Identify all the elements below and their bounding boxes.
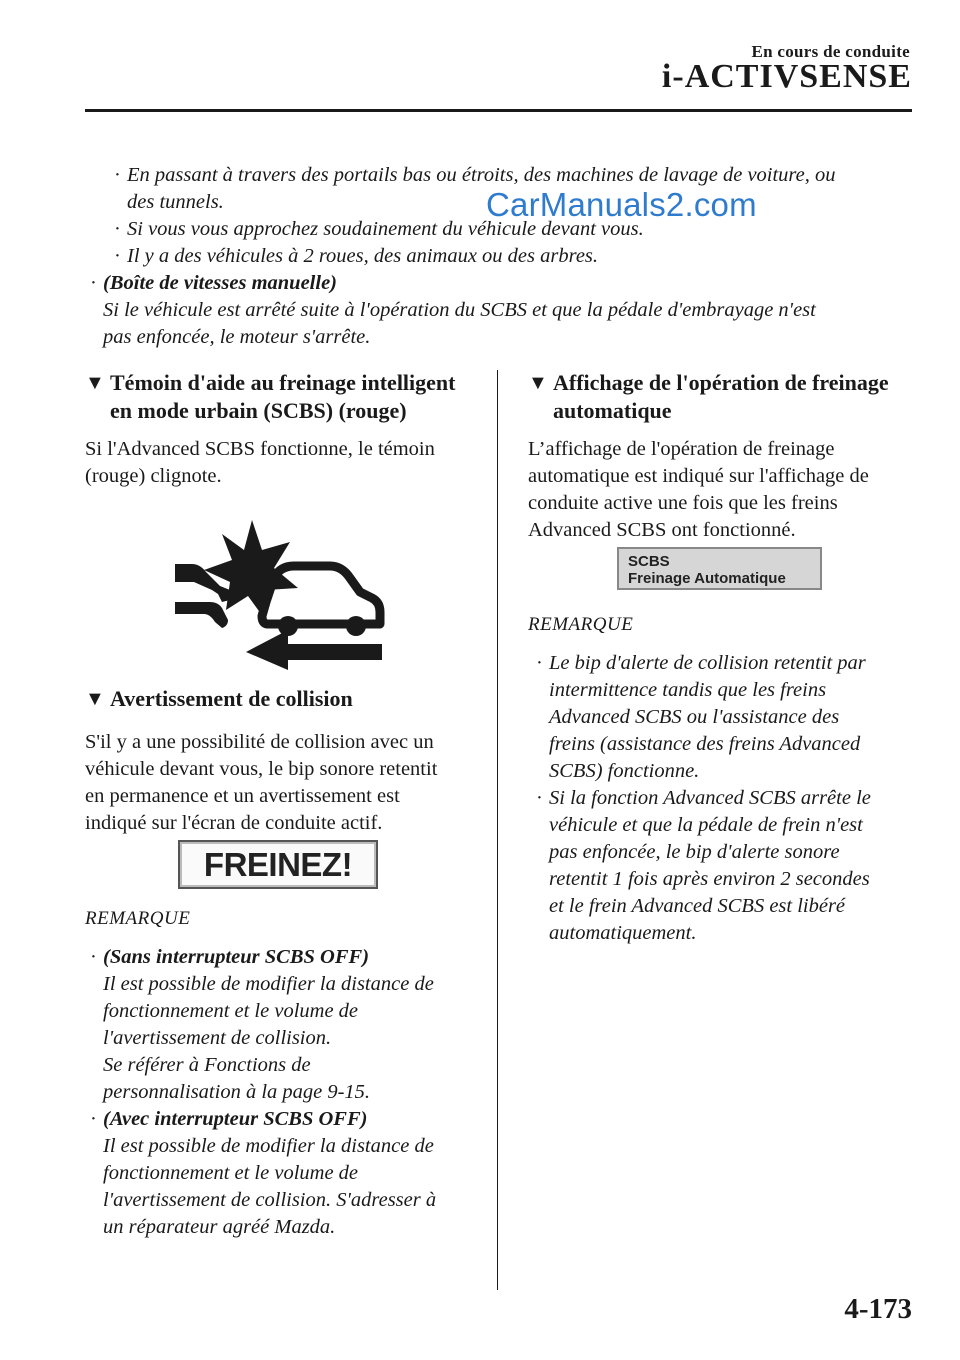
triangle-icon: ▼ — [85, 688, 105, 710]
header-rule — [85, 109, 912, 112]
paragraph-line: véhicule devant vous, le bip sonore retentit — [85, 758, 438, 780]
paragraph-line: indiqué sur l'écran de conduite actif. — [85, 812, 383, 834]
heading-line: Avertissement de collision — [110, 686, 353, 711]
note-line: Advanced SCBS ou l'assistance des — [549, 706, 840, 728]
heading-line: Affichage de l'opération de freinage — [553, 370, 889, 395]
paragraph-line: S'il y a une possibilité de collision avec un — [85, 731, 434, 753]
bullet-dot: · — [90, 272, 97, 294]
section-title: En cours de conduite — [751, 42, 910, 61]
paragraph — [85, 729, 437, 837]
section-heading — [85, 685, 485, 713]
note-line: Le bip d'alerte de collision retentit par — [549, 652, 866, 674]
section-heading — [528, 369, 918, 425]
bullet-dot: · — [90, 1108, 97, 1130]
heading-line: Témoin d'aide au freinage intelligent — [110, 370, 456, 395]
bullet-dot: · — [114, 245, 121, 267]
item-line: Si le véhicule est arrêté suite à l'opération du SCBS et que la pédale d'embrayage n'est — [103, 299, 816, 321]
note-line: freins (assistance des freins Advanced — [549, 733, 861, 755]
note-item — [536, 650, 914, 785]
note-line: et le frein Advanced SCBS est libéré — [549, 895, 846, 917]
list-item — [114, 243, 947, 270]
page-number: 4-173 — [844, 1293, 912, 1325]
paragraph-line: conduite active une fois que les freins — [528, 492, 838, 514]
note-line: un réparateur agréé Mazda. — [103, 1216, 336, 1238]
paragraph — [85, 436, 435, 490]
note-item — [90, 944, 468, 1106]
scbs-warning-icon — [170, 520, 390, 670]
bullet-line: Si vous vous approchez soudainement du véhicule devant vous. — [127, 218, 644, 240]
note-item-title: (Avec interrupteur SCBS OFF) — [103, 1108, 368, 1130]
note-line: automatiquement. — [549, 922, 697, 944]
paragraph-line: Advanced SCBS ont fonctionné. — [528, 519, 796, 541]
display-line: Freinage Automatique — [628, 570, 786, 587]
paragraph-line: L’affichage de l'opération de freinage — [528, 438, 835, 460]
item-line: pas enfoncée, le moteur s'arrête. — [103, 326, 371, 348]
paragraph-line: (rouge) clignote. — [85, 465, 222, 487]
note-line: retentit 1 fois après environ 2 secondes — [549, 868, 870, 890]
note-line: véhicule et que la pédale de frein n'est — [549, 814, 863, 836]
paragraph-line: automatique est indiqué sur l'affichage de — [528, 465, 869, 487]
note-line: fonctionnement et le volume de — [103, 1162, 359, 1184]
note-item — [536, 785, 914, 947]
triangle-icon: ▼ — [85, 372, 105, 394]
column-divider — [497, 370, 498, 1290]
note-line: Il est possible de modifier la distance de — [103, 1135, 434, 1157]
note-line: l'avertissement de collision. S'adresser à — [103, 1189, 437, 1211]
display-line: SCBS — [628, 553, 670, 570]
note-line: personnalisation à la page 9-15. — [103, 1081, 371, 1103]
heading-line: en mode urbain (SCBS) (rouge) — [110, 398, 407, 423]
triangle-icon: ▼ — [528, 372, 548, 394]
note-title: REMARQUE — [85, 908, 191, 929]
note-line: Il est possible de modifier la distance de — [103, 973, 434, 995]
note-line: Si la fonction Advanced SCBS arrête le — [549, 787, 871, 809]
note-line: l'avertissement de collision. — [103, 1027, 332, 1049]
bullet-dot: · — [114, 164, 121, 186]
bullet-line: En passant à travers des portails bas ou étroits, des machines de lavage de voiture, ou — [127, 164, 836, 186]
heading-line: automatique — [553, 398, 672, 423]
paragraph-line: Si l'Advanced SCBS fonctionne, le témoin — [85, 438, 435, 460]
note-item — [90, 1106, 468, 1241]
note-line: Se référer à Fonctions de — [103, 1054, 311, 1076]
paragraph-line: en permanence et un avertissement est — [85, 785, 400, 807]
chapter-title: i-ACTIVSENSE — [661, 58, 912, 95]
watermark: CarManuals2.com — [486, 186, 757, 223]
bullet-dot: · — [114, 218, 121, 240]
note-line: pas enfoncée, le bip d'alerte sonore — [549, 841, 840, 863]
note-line: SCBS) fonctionne. — [549, 760, 700, 782]
item-title: (Boîte de vitesses manuelle) — [103, 272, 337, 294]
list-item — [90, 270, 923, 351]
bullet-dot: · — [536, 652, 543, 674]
note-item-title: (Sans interrupteur SCBS OFF) — [103, 946, 370, 968]
bullet-dot: · — [90, 946, 97, 968]
section-heading — [85, 369, 485, 425]
note-title: REMARQUE — [528, 614, 634, 635]
note-line: intermittence tandis que les freins — [549, 679, 827, 701]
auto-brake-display — [617, 547, 822, 590]
bullet-line: des tunnels. — [127, 191, 224, 213]
brake-warning-display: FREINEZ! — [178, 840, 378, 889]
bullet-dot: · — [536, 787, 543, 809]
paragraph — [528, 436, 869, 544]
note-line: fonctionnement et le volume de — [103, 1000, 359, 1022]
bullet-line: Il y a des véhicules à 2 roues, des animaux ou des arbres. — [127, 245, 599, 267]
